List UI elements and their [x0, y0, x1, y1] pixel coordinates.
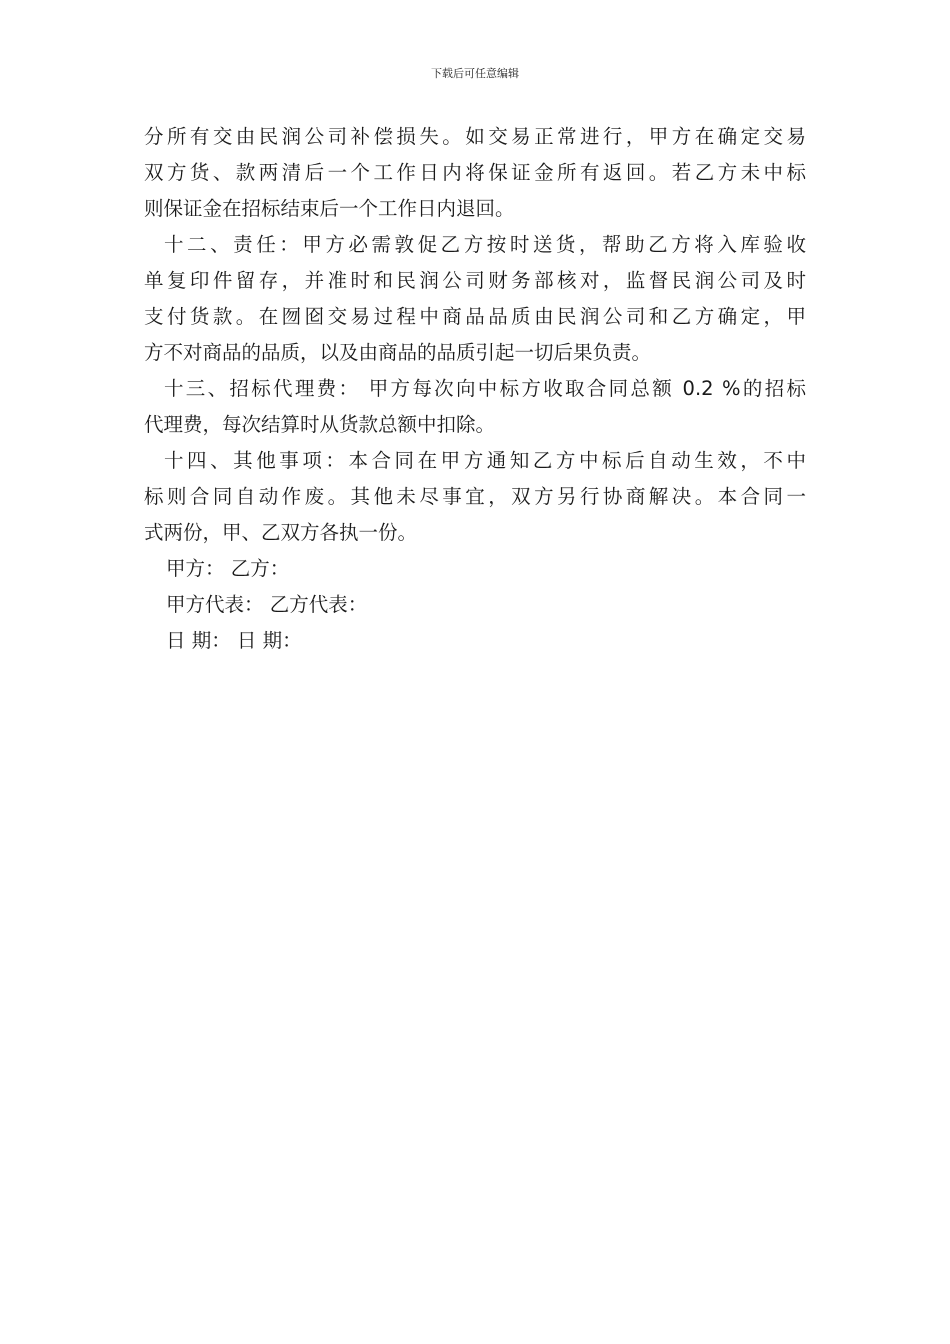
text-line: 则保证金在招标结束后一个工作日内退回。 [144, 197, 515, 220]
paragraph-compensation [144, 119, 806, 227]
text-line: 支付货款。在囫囵交易过程中商品品质由民润公司和乙方确定，甲 [144, 305, 806, 328]
text-line: 标则合同自动作废。其他未尽事宜，双方另行协商解决。本合同一 [144, 485, 806, 508]
text-line: 单复印件留存，并准时和民润公司财务部核对，监督民润公司及时 [144, 269, 806, 292]
signature-representatives: 甲方代表： 乙方代表： [166, 593, 368, 616]
text-line: 分所有交由民润公司补偿损失。如交易正常进行，甲方在确定交易 [144, 125, 806, 148]
text-line: 双方货、款两清后一个工作日内将保证金所有返回。若乙方未中标 [144, 161, 806, 184]
paragraph-clause-12 [144, 227, 806, 371]
text-line: 十三、招标代理费： 甲方每次向中标方收取合同总额 0.2 %的招标 [164, 377, 806, 400]
text-line: 十四、其他事项：本合同在甲方通知乙方中标后自动生效，不中 [164, 449, 806, 472]
signature-dates: 日 期： 日 期： [166, 629, 302, 652]
text-line: 式两份，甲、乙双方各执一份。 [144, 521, 418, 544]
text-line: 十二、责任：甲方必需敦促乙方按时送货，帮助乙方将入库验收 [164, 233, 806, 256]
text-line: 代理费，每次结算时从货款总额中扣除。 [144, 413, 496, 436]
paragraph-clause-14 [144, 443, 806, 551]
paragraph-clause-13 [144, 371, 806, 443]
document-body [144, 119, 806, 659]
signature-parties: 甲方： 乙方： [166, 557, 290, 580]
signature-block [144, 551, 806, 659]
page-header: 下载后可任意编辑 [431, 67, 519, 80]
text-line: 方不对商品的品质，以及由商品的品质引起一切后果负责。 [144, 341, 652, 364]
